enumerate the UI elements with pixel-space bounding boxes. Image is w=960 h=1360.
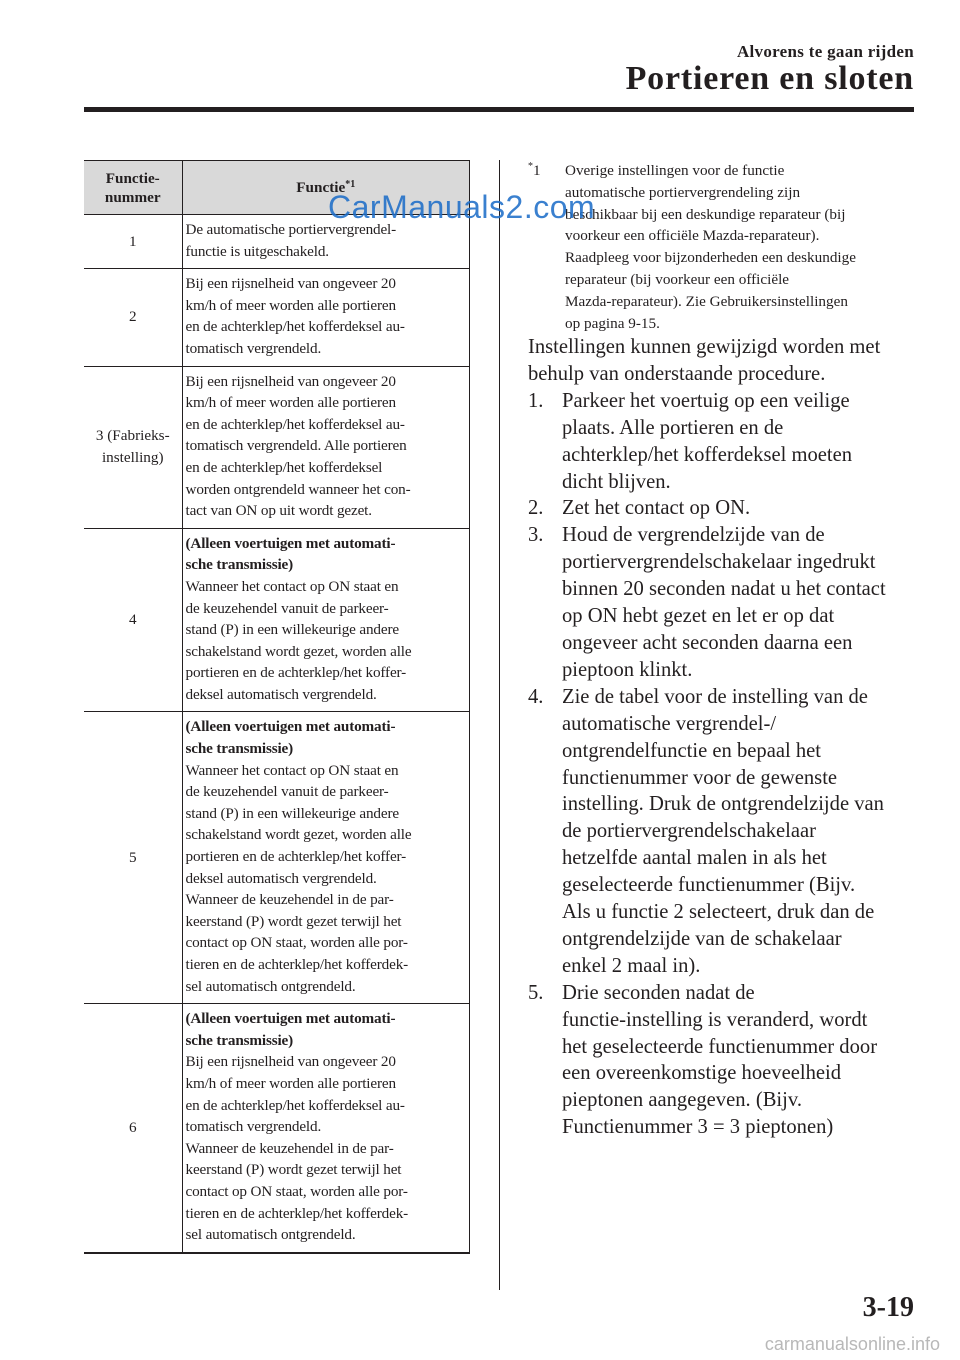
- table-body: [84, 215, 470, 1253]
- step-line: Zet het contact op ON.: [562, 497, 751, 520]
- watermark-bottom: carmanualsonline.info: [764, 1334, 940, 1354]
- step-line: functienummer voor de gewenste: [562, 766, 838, 789]
- table-row: [84, 528, 470, 712]
- function-description-line: stand (P) in een willekeurige andere: [185, 621, 399, 639]
- function-number-cell: [84, 528, 182, 712]
- step-item: [528, 522, 920, 683]
- step-line: op ON hebt gezet en let er op dat: [562, 605, 835, 628]
- function-description-cell: [182, 528, 470, 712]
- watermark-top: CarManuals2.com: [328, 189, 596, 225]
- function-number: 2: [128, 308, 137, 326]
- step-item: [528, 684, 920, 980]
- function-description-line: km/h of meer worden alle portieren: [185, 1074, 396, 1092]
- function-number: 4: [128, 611, 137, 629]
- footnote-line: op pagina 9-15.: [565, 314, 660, 332]
- function-description-line: Bij een rijsnelheid van ongeveer 20: [185, 1053, 396, 1071]
- step-line: ontgrendelfunctie en bepaal het: [562, 739, 822, 762]
- function-number-cell: [84, 215, 182, 269]
- function-number: 3 (Fabrieks-: [95, 427, 170, 445]
- function-condition: (Alleen voertuigen met automati-: [185, 718, 396, 736]
- step-line: plaats. Alle portieren en de: [562, 416, 784, 439]
- footnote-line: Mazda-reparateur). Zie Gebruikersinstellingen: [565, 292, 848, 310]
- footnote-line: Raadpleeg voor bijzonderheden een deskundige: [565, 249, 856, 267]
- function-description-line: keerstand (P) wordt gezet terwijl het: [185, 912, 402, 930]
- function-number-header-line: Functie-: [105, 169, 160, 187]
- footnote-text: [565, 160, 918, 334]
- step-line: dicht blijven.: [562, 470, 671, 493]
- function-description-line: tomatisch vergrendeld.: [185, 339, 322, 357]
- section-title: Portieren en sloten: [625, 60, 914, 97]
- chapter-subtitle: Alvorens te gaan rijden: [736, 42, 914, 61]
- function-description-line: keerstand (P) wordt gezet terwijl het: [185, 1161, 402, 1179]
- step-line: hetzelfde aantal malen in als het: [562, 847, 827, 870]
- function-number-header-line: nummer: [104, 188, 161, 206]
- function-description-line: Wanneer de keuzehendel in de par-: [185, 1139, 394, 1157]
- step-line: functie-instelling is veranderd, wordt: [562, 1008, 868, 1031]
- step-line: Drie seconden nadat de: [562, 981, 755, 1004]
- function-description-line: en de achterklep/het kofferdeksel au-: [185, 1096, 405, 1114]
- step-number: 5.: [528, 981, 544, 1004]
- table-row: [84, 366, 470, 528]
- step-number: 1.: [528, 389, 544, 412]
- function-description-line: Wanneer de keuzehendel in de par-: [185, 891, 394, 909]
- step-line: Houd de vergrendelzijde van de: [562, 524, 825, 547]
- function-condition: (Alleen voertuigen met automati-: [185, 1010, 396, 1028]
- column-divider: [499, 160, 500, 1290]
- step-number: 2.: [528, 497, 544, 520]
- step-list: [528, 388, 920, 1141]
- function-description-line: sel automatisch ontgrendeld.: [185, 977, 356, 995]
- footnote-marker: [528, 160, 541, 182]
- function-number-cell: [84, 712, 182, 1004]
- step-text: [562, 522, 920, 683]
- step-text: [562, 388, 920, 496]
- step-line: enkel 2 maal in).: [562, 954, 701, 977]
- step-line: ontgrendelzijde van de schakelaar: [562, 927, 842, 950]
- step-line: een overeenkomstige hoeveelheid: [562, 1062, 842, 1085]
- step-text: [562, 684, 920, 980]
- function-description-line: contact op ON staat, worden alle por-: [185, 934, 408, 952]
- function-number-header: [84, 161, 182, 215]
- function-description-line: en de achterklep/het kofferdeksel au-: [185, 318, 405, 336]
- function-condition: sche transmissie): [185, 1031, 294, 1049]
- function-description-cell: [182, 269, 470, 366]
- function-description-line: stand (P) in een willekeurige andere: [185, 804, 399, 822]
- footnote-line: Overige instellingen voor de functie: [565, 162, 785, 179]
- function-description-line: schakelstand wordt gezet, worden alle: [185, 642, 412, 660]
- step-line: ongeveer acht seconden daarna een: [562, 631, 853, 654]
- page-number: 3-19: [862, 1292, 914, 1323]
- step-number: 3.: [528, 524, 544, 547]
- function-number: 6: [128, 1118, 137, 1136]
- footnote-ref: *1: [345, 179, 356, 190]
- step-line: pieptonen aangegeven. (Bijv.: [562, 1089, 802, 1112]
- function-description-cell: [182, 1004, 470, 1253]
- step-line: automatische vergrendel-/: [562, 712, 777, 735]
- function-description-line: Wanneer het contact op ON staat en: [185, 761, 399, 779]
- step-item: [528, 388, 920, 496]
- function-table: [84, 160, 470, 1254]
- intro-line: Instellingen kunnen gewijzigd worden met: [528, 336, 881, 358]
- step-number: 4.: [528, 685, 544, 708]
- footnote-line: automatische portiervergrendeling zijn: [565, 183, 801, 201]
- table-row: [84, 1004, 470, 1253]
- step-line: portiervergrendelschakelaar ingedrukt: [562, 551, 876, 574]
- step-line: achterklep/het kofferdeksel moeten: [562, 443, 853, 466]
- function-description-line: de keuzehendel vanuit de parkeer-: [185, 599, 389, 617]
- function-number: 5: [128, 848, 137, 866]
- step-line: instelling. Druk de ontgrendelzijde van: [562, 793, 884, 816]
- function-description-line: tieren en de achterklep/het kofferdek-: [185, 956, 409, 973]
- function-number: 1: [128, 232, 137, 250]
- function-description-line: tact van ON op uit wordt gezet.: [185, 502, 372, 520]
- function-description-line: portieren en de achterklep/het koffer-: [185, 848, 407, 866]
- footnote-line: reparateur (bij voorkeur een officiële: [565, 270, 790, 288]
- function-description-line: portieren en de achterklep/het koffer-: [185, 664, 407, 682]
- function-number-cell: [84, 1004, 182, 1253]
- function-header-label: Functie: [296, 179, 346, 196]
- function-description-line: de keuzehendel vanuit de parkeer-: [185, 783, 389, 801]
- function-description-line: tomatisch vergrendeld. Alle portieren: [185, 437, 407, 455]
- function-description-line: en de achterklep/het kofferdeksel: [185, 458, 383, 476]
- function-description-line: km/h of meer worden alle portieren: [185, 394, 396, 412]
- function-description-line: tieren en de achterklep/het kofferdek-: [185, 1204, 409, 1222]
- function-description-line: Bij een rijsnelheid van ongeveer 20: [185, 372, 396, 390]
- function-description-line: Bij een rijsnelheid van ongeveer 20: [185, 275, 396, 293]
- function-description-line: schakelstand wordt gezet, worden alle: [185, 826, 412, 844]
- procedure: [528, 334, 920, 1141]
- step-item: [528, 495, 920, 522]
- intro-paragraph: [528, 334, 920, 388]
- function-number-cell: [84, 366, 182, 528]
- intro-line: behulp van onderstaande procedure.: [528, 362, 826, 385]
- footnote-line: beschikbaar bij een deskundige reparateur (bij: [565, 205, 846, 223]
- function-description-line: functie is uitgeschakeld.: [185, 242, 329, 260]
- function-description-cell: [182, 366, 470, 528]
- step-item: [528, 980, 920, 1141]
- step-line: pieptoon klinkt.: [562, 658, 693, 681]
- step-line: Functienummer 3 = 3 pieptonen): [562, 1116, 834, 1139]
- function-description-line: deksel automatisch vergrendeld.: [185, 685, 377, 703]
- function-number: instelling): [101, 449, 164, 467]
- function-number-cell: [84, 269, 182, 366]
- step-line: binnen 20 seconden nadat u het contact: [562, 578, 886, 601]
- function-description-line: tomatisch vergrendeld.: [185, 1118, 322, 1136]
- step-text: [562, 980, 920, 1141]
- function-condition: (Alleen voertuigen met automati-: [185, 534, 396, 552]
- function-condition: sche transmissie): [185, 740, 294, 758]
- step-line: Parkeer het voertuig op een veilige: [562, 389, 850, 412]
- table-row: [84, 712, 470, 1004]
- header-rule: [84, 107, 914, 112]
- step-line: Als u functie 2 selecteert, druk dan de: [562, 901, 875, 924]
- footnote: [528, 160, 918, 334]
- function-description-line: worden ontgrendeld wanneer het con-: [185, 480, 411, 498]
- step-line: het geselecteerde functienummer door: [562, 1035, 878, 1058]
- function-description-line: Wanneer het contact op ON staat en: [185, 577, 399, 595]
- function-description-line: De automatische portiervergrendel-: [185, 221, 397, 238]
- step-line: Zie de tabel voor de instelling van de: [562, 685, 868, 708]
- function-condition: sche transmissie): [185, 556, 294, 574]
- footnote-asterisk: *: [528, 161, 533, 172]
- footnote-line: voorkeur een officiële Mazda-reparateur).: [565, 227, 820, 245]
- function-description-line: contact op ON staat, worden alle por-: [185, 1182, 408, 1200]
- step-line: de portiervergrendelschakelaar: [562, 820, 817, 843]
- function-description-line: km/h of meer worden alle portieren: [185, 296, 396, 314]
- function-description-line: sel automatisch ontgrendeld.: [185, 1226, 356, 1244]
- step-text: [562, 495, 920, 522]
- table-row: [84, 269, 470, 366]
- step-line: geselecteerde functienummer (Bijv.: [562, 874, 856, 897]
- footnote-number: 1: [533, 162, 541, 179]
- function-description-cell: [182, 712, 470, 1004]
- function-description-line: en de achterklep/het kofferdeksel au-: [185, 415, 405, 433]
- function-description-line: deksel automatisch vergrendeld.: [185, 869, 377, 887]
